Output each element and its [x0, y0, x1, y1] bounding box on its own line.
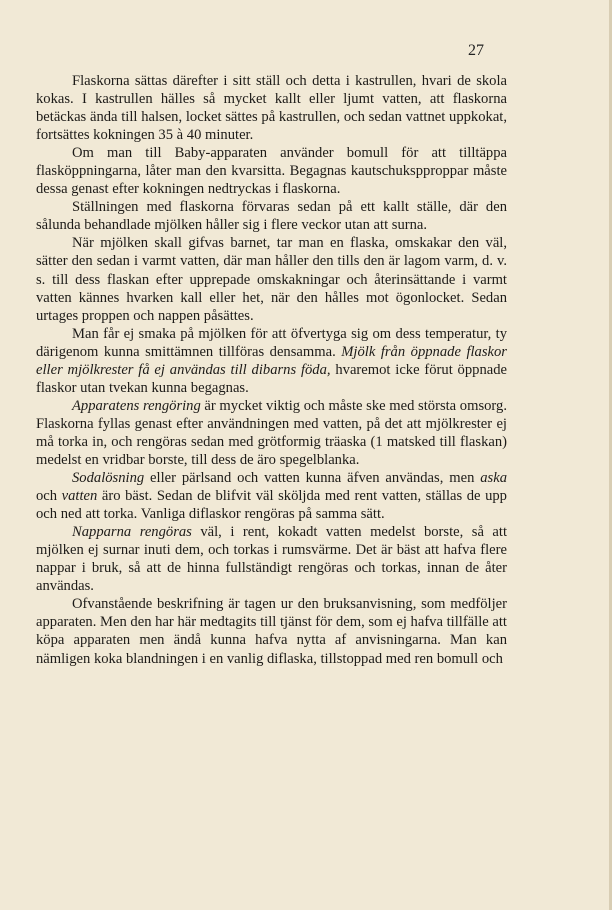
text-run: hvaremot icke förut öppnade flaskor utan tvekan kunna begagnas.: [36, 361, 507, 396]
paragraph: [36, 234, 507, 324]
text-run: är mycket viktig och måste ske med största omsorg. Flaskorna fyllas genast efter användningen med vatten, på det att mjölkrester ej må torka in, och rengöras sedan med grötformig träaska (1 matsked till flaskan) medelst en vridbar borste, till dess de äro spegelblanka.: [36, 397, 507, 468]
text-run: När mjölken skall gifvas barnet, tar man en flaska, omskakar den väl, sätter den sedan i varmt vatten, där man håller den tills den är lagom varm, d. v. s. till dess flaskan efter upprepade omskakningar och återinsättande i varmt vatten kännes hvarken kall eller het, när den hålles mot ögonlocket. Sedan urtages proppen och nappen påsättes.: [36, 235, 507, 324]
text-run: Flaskorna sättas därefter i sitt ställ och detta i kastrullen, hvari de skola kokas. I kastrullen hälles så mycket kallt eller ljumt vatten, att flaskorna betäckas ända till halsen, locket sättes på kastrullen, och sedan vattnet uppkokat, fortsättes kokningen 35 à 40 minuter.: [36, 73, 507, 144]
paragraph: [36, 144, 507, 198]
text-run: Man får ej smaka på mjölken för att öfvertyga sig om dess temperatur, ty därigenom kunna smittämnen tillföras densamma.: [36, 325, 507, 360]
paragraph: [36, 72, 507, 144]
text-run: äro bäst. Sedan de blifvit väl sköljda med rent vatten, ställas de upp och ned att torka. Vanliga diflaskor rengöras på samma sätt.: [36, 488, 507, 523]
text-run: och: [36, 488, 62, 505]
italic-text: Sodalösning: [72, 470, 145, 487]
body-text: [36, 72, 507, 668]
text-run: eller pärlsand och vatten kunna äfven användas, men: [144, 470, 481, 487]
paragraph: [36, 523, 507, 595]
italic-text: vatten: [61, 488, 98, 505]
text-run: Ofvanstående beskrifning är tagen ur den bruksanvisning, som medföljer apparaten. Men den har här medtagits till tjänst för dem, som ej hafva tillfälle att köpa apparaten men ändå kunna hafva nytta af anvisningarna. Man kan nämligen koka blandningen i en vanlig diflaska, tillstoppad med ren bomull och: [36, 596, 507, 667]
text-run: väl, i rent, kokadt vatten medelst borste, så att mjölken ej surnar inuti dem, och torkas i rumsvärme. Det är bäst att hafva flere nappar i bruk, så att de hinna fullständigt rengöras och torkas, innan de åter användas.: [36, 524, 507, 595]
paragraph: [36, 397, 507, 469]
italic-text: aska: [480, 470, 507, 487]
italic-text: Mjölk från öppnade flaskor eller mjölkrester få ej användas till dibarns föda,: [36, 343, 507, 378]
page-number: 27: [468, 42, 484, 59]
paragraph: [36, 595, 507, 667]
paragraph: [36, 198, 507, 234]
italic-text: Apparatens rengöring: [72, 397, 201, 414]
italic-text: Napparna rengöras: [72, 524, 192, 541]
text-run: Ställningen med flaskorna förvaras sedan på ett kallt ställe, där den sålunda behandlade mjölken håller sig i flere veckor utan att surna.: [36, 199, 507, 234]
text-run: Om man till Baby-apparaten använder bomull för att tilltäppa flasköppningarna, låter man den kvarsitta. Begagnas kautschukspproppar måste dessa genast efter kokningen nedtryckas i flaskorna.: [36, 145, 507, 198]
paragraph: [36, 325, 507, 397]
paragraph: [36, 469, 507, 523]
